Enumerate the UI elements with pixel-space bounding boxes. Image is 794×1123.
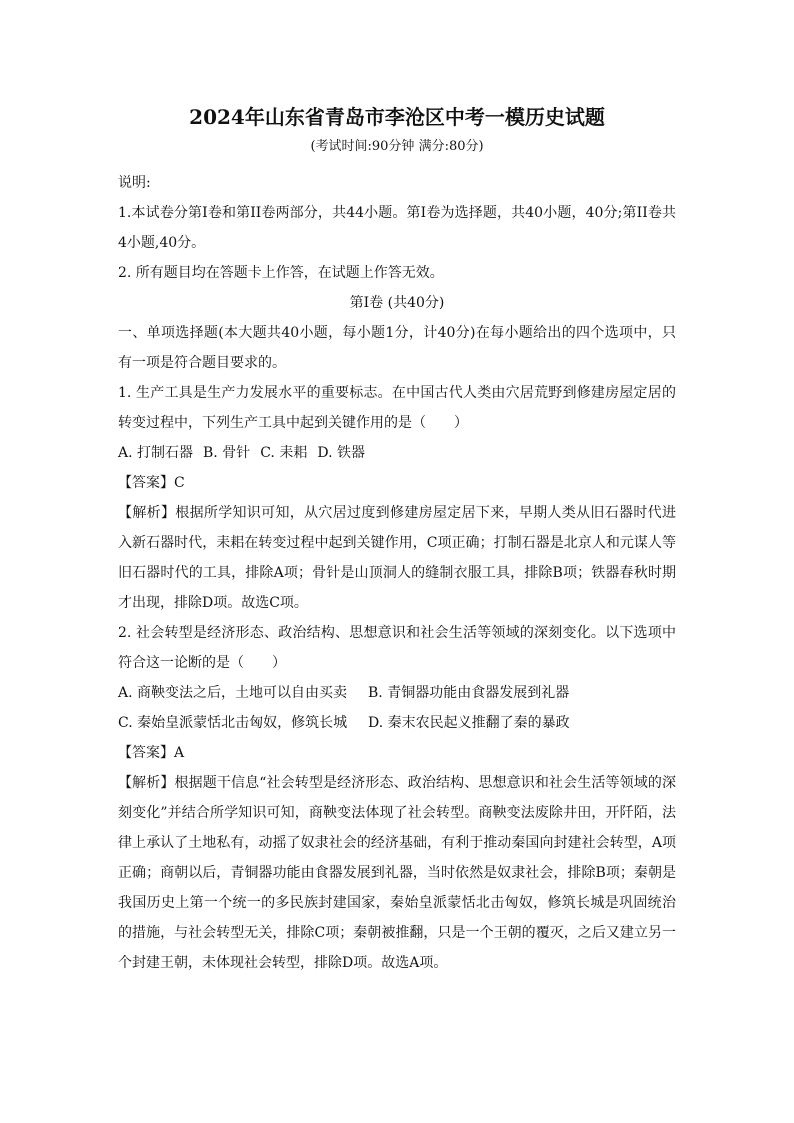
question-2 (118, 618, 676, 978)
exam-subtitle: (考试时间:90分钟 满分:80分) (310, 139, 484, 154)
question-2-stem: 2. 社会转型是经济形态、政治结构、思想意识和社会生活等领域的深刻变化。以下选项中符合这一论断的是（ ） (118, 625, 676, 671)
question-1-answer: 【答案】C (118, 475, 185, 491)
section-instructions: 一、单项选择题(本大题共40小题，每小题1分，计40分)在每小题给出的四个选项中，只有一项是符合题目要求的。 (118, 325, 676, 371)
question-2-answer: 【答案】A (118, 745, 185, 761)
q1-option-c: C. 耒耜 (260, 445, 308, 461)
question-1-stem: 1. 生产工具是生产力发展水平的重要标志。在中国古代人类由穴居荒野到修建房屋定居的转变过程中，下列生产工具中起到关键作用的是（ ） (118, 385, 676, 431)
q1-option-b: B. 骨针 (203, 445, 251, 461)
section-title: 第I卷 (共40分) (349, 295, 445, 311)
note-2: 2. 所有题目均在答题卡上作答，在试题上作答无效。 (118, 265, 444, 281)
question-1-options (118, 438, 676, 468)
q2-option-c: C. 秦始皇派蒙恬北击匈奴，修筑长城 (118, 715, 348, 731)
exam-title: 2024年山东省青岛市李沧区中考一模历史试题 (189, 105, 605, 129)
note-1: 1.本试卷分第I卷和第II卷两部分，共44小题。第I卷为选择题，共40小题，40分;第II卷共4小题,40分。 (118, 205, 676, 251)
question-1-analysis: 【解析】根据所学知识可知，从穴居过度到修建房屋定居下来，早期人类从旧石器时代进入新石器时代，耒耜在转变过程中起到关键作用，C项正确；打制石器是北京人和元谋人等旧石器时代的工具，排除A项；骨针是山顶洞人的缝制衣服工具，排除B项；铁器春秋时期才出现，排除D项。故选C项。 (118, 505, 676, 611)
q2-option-b: B. 青铜器功能由食器发展到礼器 (368, 685, 570, 701)
question-1 (118, 378, 676, 618)
q1-option-a: A. 打制石器 (118, 445, 194, 461)
q2-option-d: D. 秦末农民起义推翻了秦的暴政 (368, 715, 570, 731)
question-2-analysis: 【解析】根据题干信息“社会转型是经济形态、政治结构、思想意识和社会生活等领域的深刻变化”并结合所学知识可知，商鞅变法体现了社会转型。商鞅变法废除井田，开阡陌，法律上承认了土地私有，动摇了奴隶社会的经济基础，有利于推动秦国向封建社会转型，A项正确；商朝以后，青铜器功能由食器发展到礼器，当时依然是奴隶社会，排除B项；秦朝是我国历史上第一个统一的多民族封建国家，秦始皇派蒙恬北击匈奴，修筑长城是巩固统治的措施，与社会转型无关，排除C项；秦朝被推翻，只是一个王朝的覆灭，之后又建立另一个封建王朝，未体现社会转型，排除D项。故选A项。 (118, 775, 676, 971)
question-2-options-row-1 (118, 678, 676, 708)
q2-option-a: A. 商鞅变法之后，土地可以自由买卖 (118, 685, 348, 701)
q1-option-d: D. 铁器 (317, 445, 365, 461)
explain-label: 说明: (118, 175, 151, 191)
question-2-options-row-2 (118, 708, 676, 738)
